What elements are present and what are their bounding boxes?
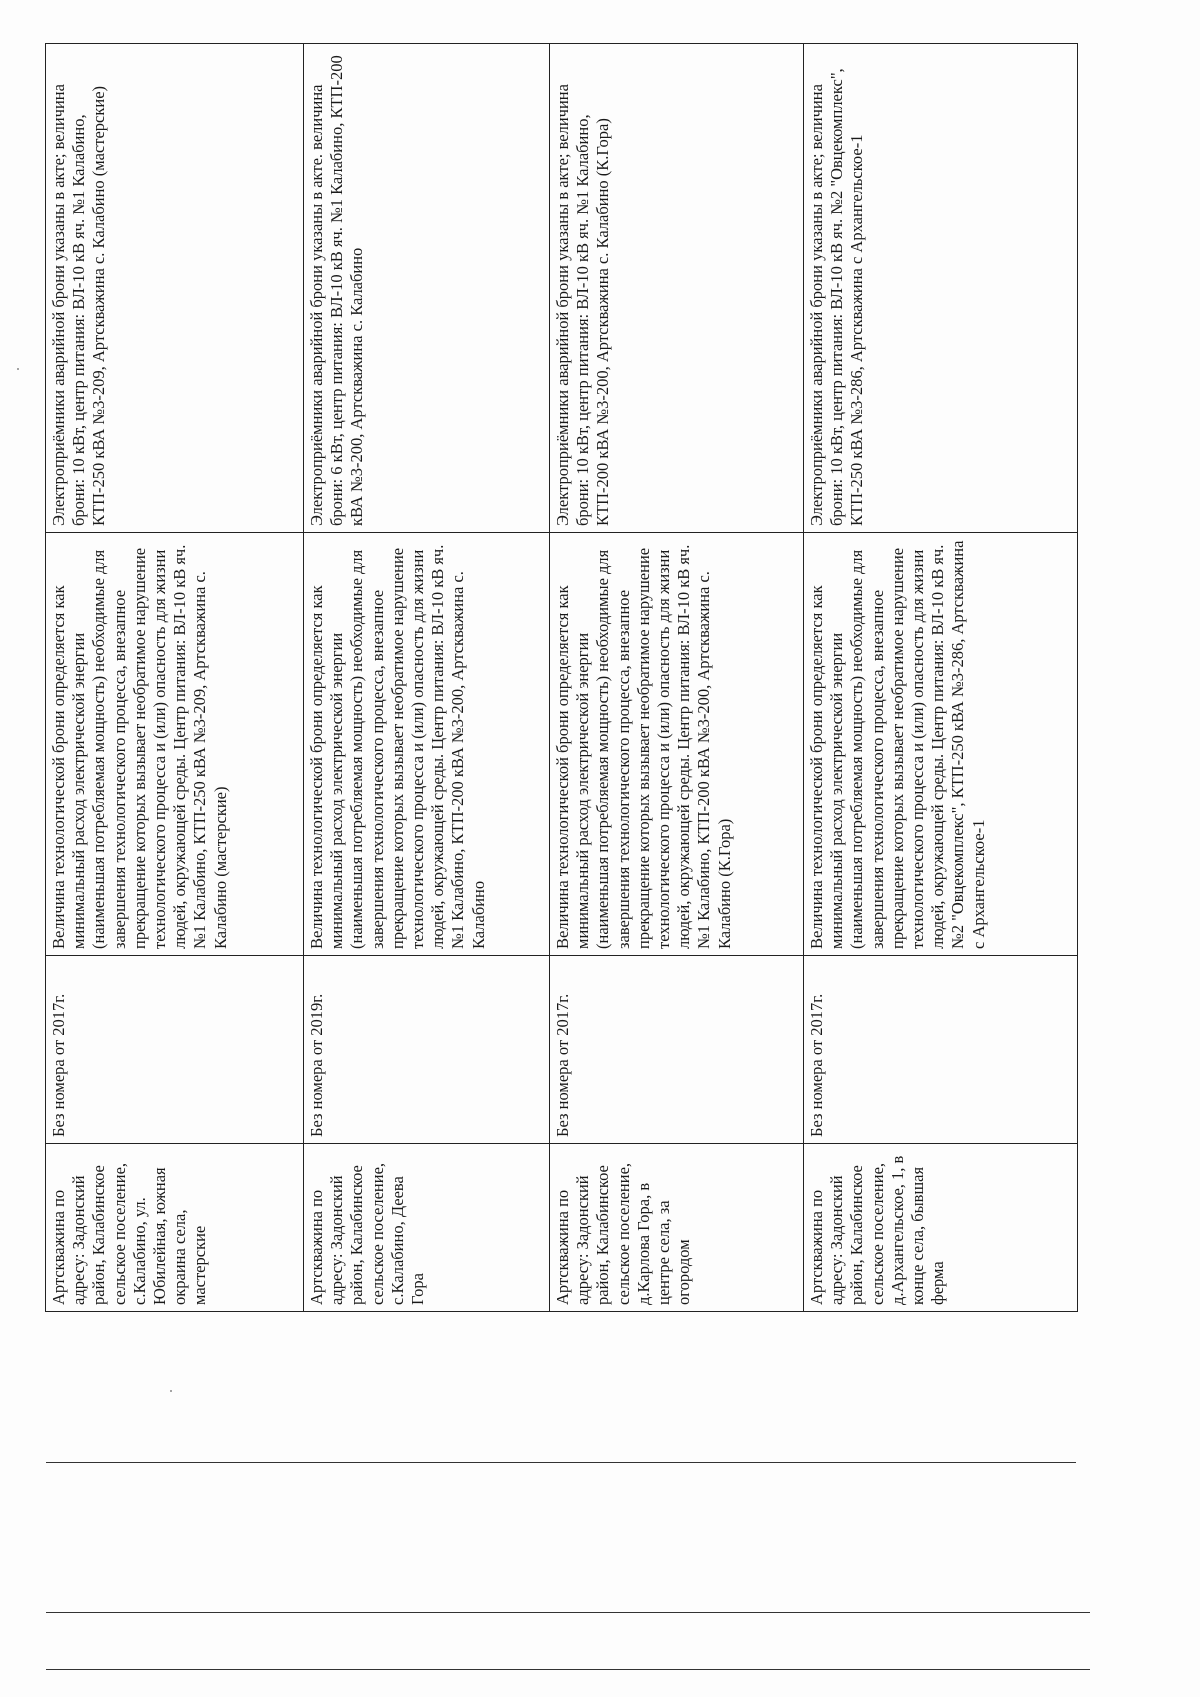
tech-reserve-cell: Величина технологической брони определяется как минимальный расход электрической энергии (наименьшая потребляемая мощность) необходимые для завершения технологического процесса, внезапное прекращение которых вызывает необратимое нарушение технологического процесса и (или) опасность для жизни людей, окружающей среды. Центр питания: ВЛ-10 кВ яч. №2 "Овцекомплекс", КТП-250 кВА №3-286, Артскважина с Архангельское-1 — [804, 533, 1078, 956]
address-cell: Артскважина по адресу: Задонский район, Калабинское сельское поселение, с.Калабино, Деева Гора — [304, 1144, 550, 1312]
table-row — [304, 44, 550, 1312]
address-cell: Артскважина по адресу: Задонский район, Калабинское сельское поселение, д.Архангельское, 1, в конце села, бывшая ферма — [804, 1144, 1078, 1312]
address-cell: Артскважина по адресу: Задонский район, Калабинское сельское поселение, с.Калабино, ул. Юбилейная, южная окраина села, мастерские — [46, 1144, 304, 1312]
act-cell: Без номера от 2017г. — [804, 956, 1078, 1144]
act-cell: Без номера от 2017г. — [46, 956, 304, 1144]
tech-reserve-cell: Величина технологической брони определяется как минимальный расход электрической энергии (наименьшая потребляемая мощность) необходимые для завершения технологического процесса, внезапное прекращение которых вызывает необратимое нарушение технологического процесса и (или) опасность для жизни людей, окружающей среды. Центр питания: ВЛ-10 кВ яч. №1 Калабино, КТП-200 кВА №3-200, Артскважина с. Калабино (К.Гора) — [550, 533, 804, 956]
power-reserve-table — [45, 43, 1078, 1312]
horizontal-rule — [46, 1612, 1090, 1613]
act-cell: Без номера от 2017г. — [550, 956, 804, 1144]
rotated-table-region — [45, 44, 1077, 1312]
emergency-reserve-cell: Электроприёмники аварийной брони указаны в акте; величина брони: 10 кВт, центр питания: ВЛ-10 кВ яч. №1 Калабино, КТП-250 кВА №3-209, Артскважина с. Калабино (мастерские) — [46, 44, 304, 533]
tech-reserve-cell: Величина технологической брони определяется как минимальный расход электрической энергии (наименьшая потребляемая мощность) необходимые для завершения технологического процесса, внезапное прекращение которых вызывает необратимое нарушение технологического процесса и (или) опасность для жизни людей, окружающей среды. Центр питания: ВЛ-10 кВ яч. №1 Калабино, КТП-200 кВА №3-200, Артскважина с. Калабино — [304, 533, 550, 956]
address-cell: Артскважина по адресу: Задонский район, Калабинское сельское поселение, д.Карлова Гора, в центре села, за огородом — [550, 1144, 804, 1312]
horizontal-rule — [46, 1669, 1090, 1670]
table-row — [804, 44, 1078, 1312]
tech-reserve-cell: Величина технологической брони определяется как минимальный расход электрической энергии (наименьшая потребляемая мощность) необходимые для завершения технологического процесса, внезапное прекращение которых вызывает необратимое нарушение технологического процесса и (или) опасность для жизни людей, окружающей среды. Центр питания: ВЛ-10 кВ яч. №1 Калабино, КТП-250 кВА №3-209, Артскважина с. Калабино (мастерские) — [46, 533, 304, 956]
act-cell: Без номера от 2019г. — [304, 956, 550, 1144]
emergency-reserve-cell: Электроприёмники аварийной брони указаны в акте; величина брони: 10 кВт, центр питания: ВЛ-10 кВ яч. №2 "Овцекомплекс", КТП-250 кВА №3-286, Артскважина с Архангельское-1 — [804, 44, 1078, 533]
emergency-reserve-cell: Электроприёмники аварийной брони указаны в акте; величина брони: 10 кВт, центр питания: ВЛ-10 кВ яч. №1 Калабино, КТП-200 кВА №3-200, Артскважина с. Калабино (К.Гора) — [550, 44, 804, 533]
scan-speck — [17, 368, 19, 370]
landscape-table-frame — [45, 44, 1077, 1312]
table-row — [46, 44, 304, 1312]
emergency-reserve-cell: Электроприёмники аварийной брони указаны в акте. величина брони: 6 кВт, центр питания: ВЛ-10 кВ яч. №1 Калабино, КТП-200 кВА №3-200, Артскважина с. Калабино — [304, 44, 550, 533]
horizontal-rule — [46, 1462, 1076, 1463]
table-row — [550, 44, 804, 1312]
scan-speck — [170, 1390, 172, 1392]
